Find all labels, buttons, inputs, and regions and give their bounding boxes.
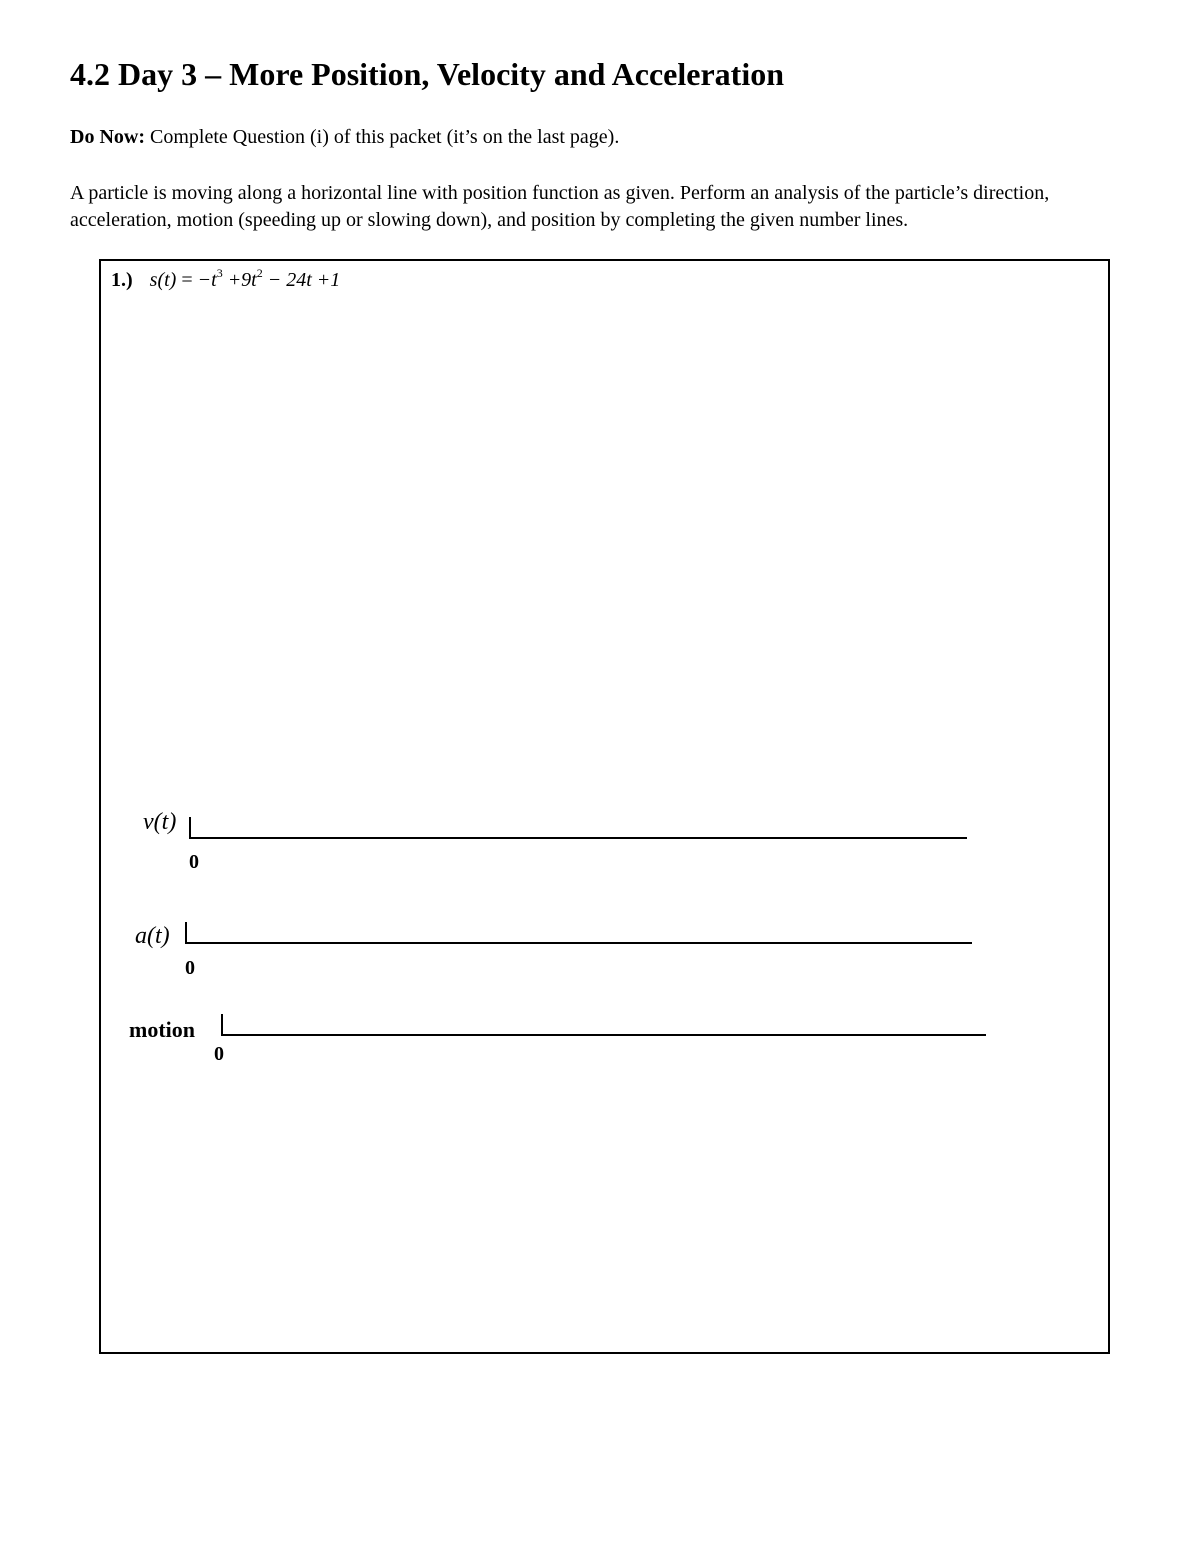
do-now-text: Complete Question (i) of this packet (it’s on the last page). — [150, 126, 620, 148]
function-term-1: −t — [197, 269, 217, 291]
motion-axis-line — [221, 1034, 986, 1036]
acceleration-zero-label: 0 — [185, 957, 195, 979]
do-now — [70, 126, 619, 149]
motion-zero-label: 0 — [214, 1043, 224, 1065]
problem-number: 1.) — [111, 269, 133, 291]
problem-box — [99, 259, 1110, 1354]
acceleration-label: a(t) — [135, 923, 170, 949]
velocity-label: v(t) — [143, 809, 177, 835]
acceleration-origin-tick — [185, 922, 187, 944]
function-term-2-exponent: 2 — [256, 266, 263, 280]
velocity-axis-line — [189, 837, 967, 839]
position-function — [149, 266, 341, 291]
do-now-label: Do Now: — [70, 126, 145, 148]
acceleration-axis-line — [185, 942, 972, 944]
motion-label: motion — [129, 1017, 195, 1042]
function-lhs: s(t) — [149, 269, 177, 291]
page-title: 4.2 Day 3 – More Position, Velocity and Acceleration — [70, 56, 784, 92]
motion-origin-tick — [221, 1014, 223, 1036]
function-equals: = — [181, 269, 193, 291]
function-term-3: − 24t +1 — [267, 269, 341, 291]
velocity-origin-tick — [189, 817, 191, 839]
instructions: A particle is moving along a horizontal line with position function as given. Perform an analysis of the particle’s direction, acceleration, motion (speeding up or slowing down), and position by completing the given number lines. — [70, 182, 1050, 231]
function-term-1-exponent: 3 — [216, 266, 223, 280]
function-term-2: +9t — [227, 269, 257, 291]
problem-statement — [111, 266, 341, 292]
velocity-zero-label: 0 — [189, 851, 199, 873]
